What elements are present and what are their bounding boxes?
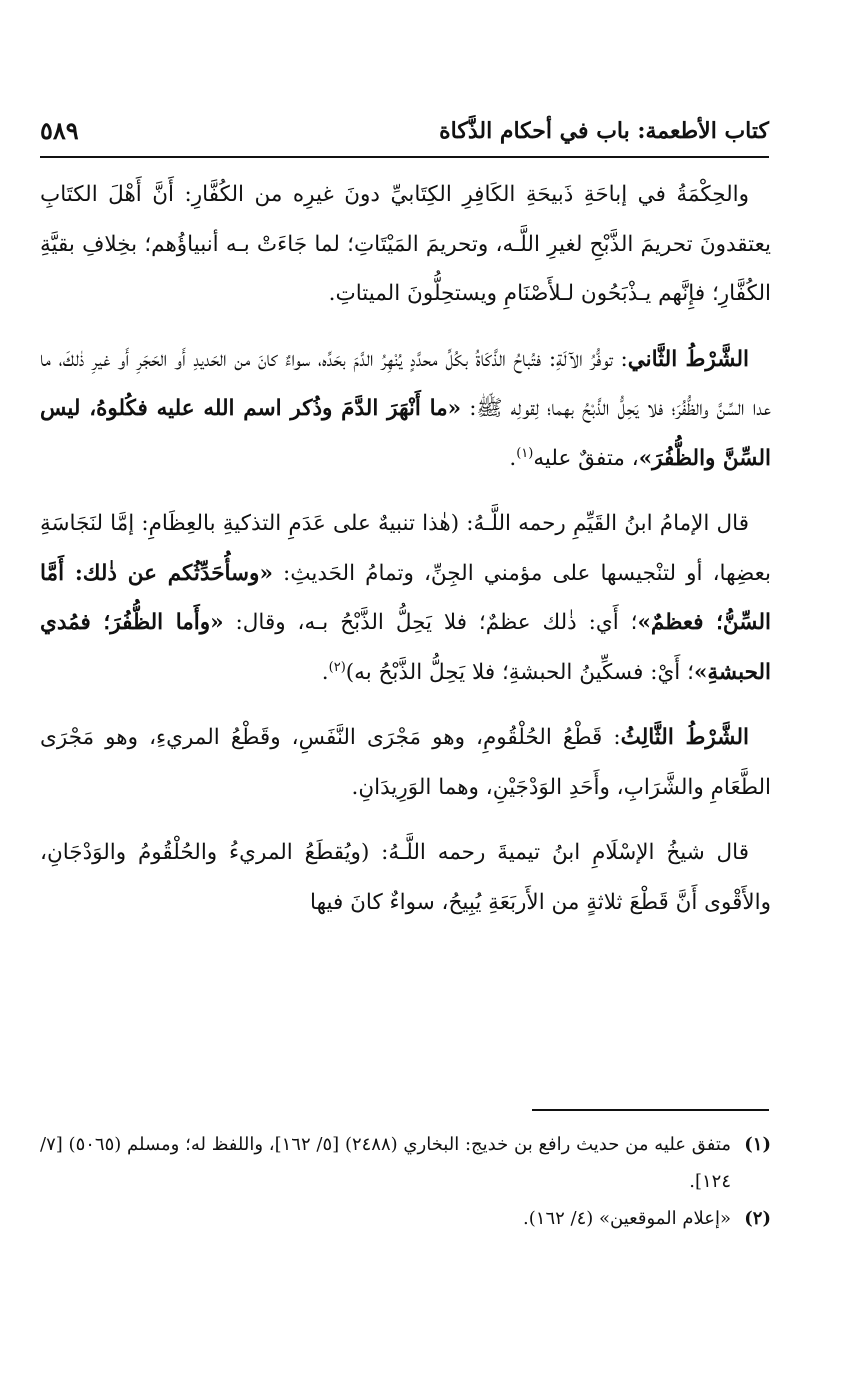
hadith-quote: «ما أَنْهَرَ الدَّمَ وذُكر اسم الله عليه فكُلوهُ، ليس السِّنَّ والظُّفُرَ» (40, 396, 771, 471)
footnote-2 (40, 1200, 771, 1237)
hadith-quote: «وسأُحَدِّثُكم عن ذٰلك: أَمَّا السِّنُّ؛ فعظمٌ» (40, 560, 771, 635)
paragraph-end: . (321, 659, 329, 685)
paragraph-second-condition (40, 335, 771, 484)
paragraph-text: ؛ أَي: ذٰلك عظمٌ؛ فلا يَحِلُّ الذَّبْحُ بـه، وقال: (223, 610, 638, 635)
footnote-separator (532, 1109, 769, 1111)
paragraph-text: ؛ أَيْ: فسكِّينُ الحبشةِ؛ فلا يَحِلُّ الذَّبْحُ به) (345, 659, 694, 685)
condition-heading: الشَّرْطُ الثَّالِثُ (620, 725, 749, 750)
footnote-ref-1[interactable]: (١) (516, 445, 534, 461)
main-text (40, 170, 771, 927)
paragraph-ibn-taymiyyah (40, 828, 771, 927)
paragraph-text: ، متفقٌ عليه (533, 445, 639, 471)
footnote-text: «إعلام الموقعين» (٤/ ١٦٢). (523, 1208, 731, 1229)
condition-heading: الشَّرْطُ الثَّاني (627, 346, 749, 372)
paragraph-third-condition (40, 713, 771, 812)
hadith-quote: «وأَما الظُّفُرَ؛ فمُدي الحبشةِ» (40, 610, 771, 685)
paragraph-text: قال الإمامُ ابنُ القَيِّمِ رحمه اللَّـهُ: (هٰذا تنبيهٌ على عَدَمِ التذكيةِ بالعِظَامِ: إمَّا لنَجَاسَةِ بعضِها، أو لتنْجيسها على مؤمني الجِنِّ، وتمامُ الحَديثِ: (40, 511, 772, 586)
footnote-number: (٢) (744, 1208, 771, 1229)
footnote-ref-2[interactable]: (٢) (328, 659, 346, 675)
paragraph-wisdom (40, 170, 771, 319)
paragraph-text: قال شيخُ الإسْلَامِ ابنُ تيميةَ رحمه اللَّـهُ: (ويُقطَعُ المريءُ والحُلْقُومُ والوَدْجَانِ، والأَقْوى أَنَّ قَطْعَ ثلاثةٍ من الأَربَعَةِ يُبِيحُ، سواءٌ كانَ فيها (40, 840, 771, 915)
footnote-text: متفق عليه من حديث رافع بن خديج: البخاري (٢٤٨٨) [٥/ ١٦٢]، واللفظ له؛ ومسلم (٥٠٦٥) [٧/ ١٢٤]. (40, 1134, 731, 1192)
running-title: كتاب الأطعمة: باب في أحكام الذَّكاة (439, 118, 769, 144)
footnote-number: (١) (744, 1134, 771, 1155)
footnote-1 (40, 1126, 771, 1200)
paragraph-text: : قَطْعُ الحُلْقُومِ، وهو مَجْرَى النَّفَسِ، وقَطْعُ المريءِ، وهو مَجْرَى الطَّعَامِ والشَّرَابِ، وأَحَدِ الوَدْجَيْنِ، وهما الوَرِيدَانِ. (40, 725, 771, 800)
paragraph-ibn-qayyim (40, 499, 771, 697)
header-rule (40, 156, 769, 158)
paragraph-end: . (509, 445, 517, 471)
paragraph-text: والحِكْمَةُ في إباحَةِ ذَبيحَةِ الكَافِرِ الكِتَابيِّ دونَ غيرِه من الكُفَّارِ: أَنَّ أَهْلَ الكتَابِ يعتقدونَ تحريمَ الذَّبْحِ لغيرِ اللَّـه، وتحريمَ المَيْتَاتِ؛ لما جَاءَتْ بـه أنبياؤُهم؛ بخِلافِ بقيَّةِ الكُفَّارِ؛ فإِنَّهم يـذْبَحُون لـلأَصْنَامِ ويستحِلُّونَ الميتاتِ. (40, 182, 771, 306)
running-header (40, 112, 769, 160)
paragraph-text: : توفُّرُ الآلَةِ: فتُباحُ الذَّكَاةُ بكُلِّ محدَّدٍ يُنْهِرُ الدَّمَ بحَدِّه، سواءٌ كانَ من الحَديدِ أَو الحَجَرِ أَو غيرِ ذٰلكَ، ما عدا السِّنَّ والظُّفُرَ؛ فلا يَحِلُّ الذَّبْحُ بهما؛ لِقولِه ﷺ: (40, 346, 772, 421)
page-number: ٥٨٩ (40, 116, 79, 145)
footnotes (40, 1126, 771, 1237)
